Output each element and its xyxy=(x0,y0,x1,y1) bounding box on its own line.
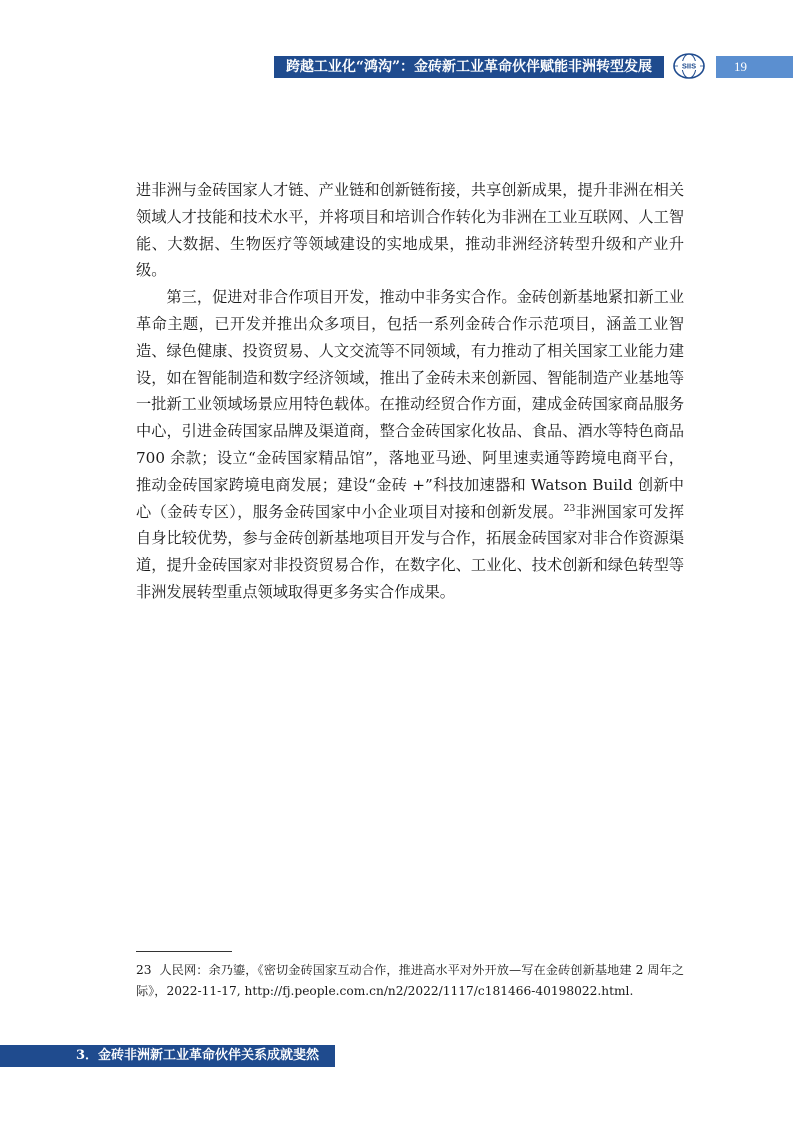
body-text xyxy=(136,177,684,606)
paragraph-2-main: 第三，促进对非合作项目开发，推动中非务实合作。金砖创新基地紧扣新工业革命主题，已开发并推出众多项目，包括一系列金砖合作示范项目，涵盖工业智造、绿色健康、投资贸易、人文交流等不同领域，有力推动了相关国家工业能力建设，如在智能制造和数字经济领域，推出了金砖未来创新园、智能制造产业基地等一批新工业领域场景应用特色载体。在推动经贸合作方面，建成金砖国家商品服务中心，引进金砖国家品牌及渠道商，整合金砖国家化妆品、食品、酒水等特色商品 700 余款；设立“金砖国家精品馆”，落地亚马逊、阿里速卖通等跨境电商平台，推动金砖国家跨境电商发展；建设“金砖 +”科技加速器和 Watson Build 创新中心（金砖专区），服务金砖国家中小企业项目对接和创新发展。 xyxy=(136,288,684,521)
footnote-reference[interactable]: 23 xyxy=(563,503,576,514)
footnote xyxy=(136,960,684,1002)
siis-logo xyxy=(672,52,706,80)
paragraph-2 xyxy=(136,284,684,606)
paragraph-1: 进非洲与金砖国家人才链、产业链和创新链衔接，共享创新成果，提升非洲在相关领域人才技能和技术水平，并将项目和培训合作转化为非洲在工业互联网、人工智能、大数据、生物医疗等领域建设的实地成果，推动非洲经济转型升级和产业升级。 xyxy=(136,181,684,280)
footnote-text: 人民网：余乃鎏，《密切金砖国家互动合作，推进高水平对外开放—写在金砖创新基地建 2 周年之际》，2022-11-17, http://fj.people.com.cn/n2/2022/1117/c181466-40198022.html. xyxy=(136,963,684,998)
paragraph-2-tail: 非洲国家可发挥自身比较优势，参与金砖创新基地项目开发与合作，拓展金砖国家对非合作资源渠道，提升金砖国家对非投资贸易合作，在数字化、工业化、技术创新和绿色转型等非洲发展转型重点领域取得更多务实合作成果。 xyxy=(136,502,684,601)
section-footer-title: 3．金砖非洲新工业革命伙伴关系成就斐然 xyxy=(0,1045,335,1067)
footnote-divider xyxy=(136,951,232,952)
page-number: 19 xyxy=(716,56,793,78)
footnote-number: 23 xyxy=(136,963,152,977)
svg-text:SIIS: SIIS xyxy=(681,61,697,71)
running-header-title: 跨越工业化“鸿沟”：金砖新工业革命伙伴赋能非洲转型发展 xyxy=(274,56,664,78)
